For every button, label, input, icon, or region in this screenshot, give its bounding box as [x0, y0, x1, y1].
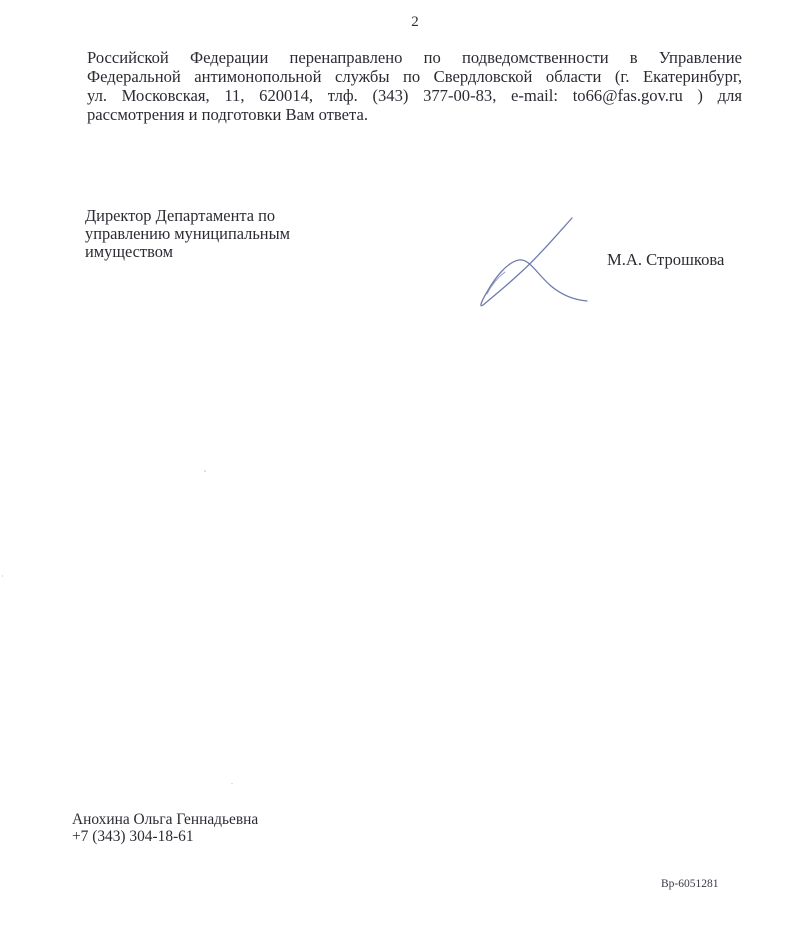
scan-speck: [2, 575, 3, 577]
paragraph-line: Российской Федерации перенаправлено по подведомственности в Управление: [87, 48, 742, 67]
signer-position-line: Директор Департамента по: [85, 206, 276, 225]
body-paragraph: [87, 48, 742, 124]
scan-speck: [204, 470, 206, 472]
executor-name: Анохина Ольга Геннадьевна: [72, 811, 259, 828]
handwritten-signature: [475, 212, 595, 312]
paragraph-line: Федеральной антимонопольной службы по Свердловской области (г. Екатеринбург,: [87, 67, 742, 86]
executor-info: [72, 811, 258, 845]
signer-name: М.А. Строшкова: [607, 250, 725, 269]
signer-position-line: управлению муниципальным: [85, 224, 290, 243]
paragraph-line: рассмотрения и подготовки Вам ответа.: [87, 105, 369, 124]
scan-speck: [231, 783, 233, 784]
signer-position: [85, 207, 345, 261]
paragraph-line: ул. Московская, 11, 620014, тлф. (343) 377-00-83, e-mail: to66@fas.gov.ru ) для: [87, 86, 742, 105]
executor-phone: +7 (343) 304-18-61: [72, 828, 194, 845]
document-reference-number: Вр-6051281: [661, 878, 719, 890]
page-number: 2: [411, 14, 419, 30]
signer-position-line: имуществом: [85, 242, 173, 261]
